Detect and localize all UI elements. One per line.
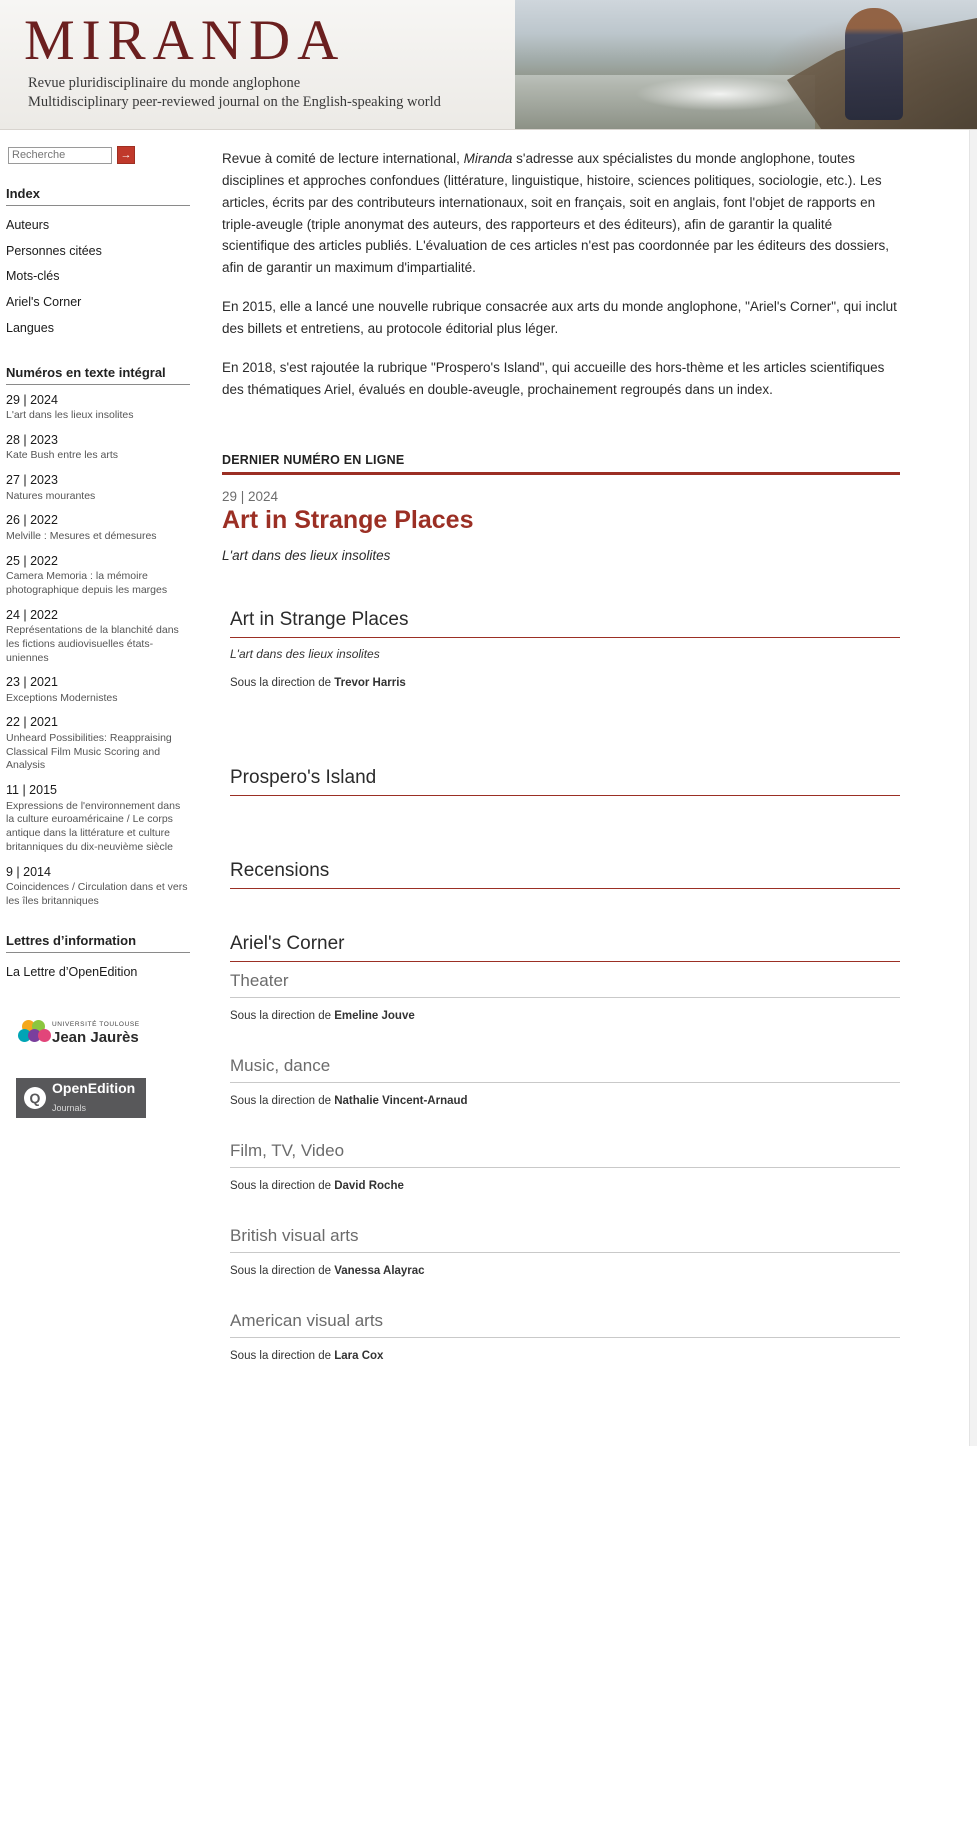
spacer xyxy=(222,733,900,767)
site-title: MIRANDA xyxy=(24,9,346,72)
list-item[interactable] xyxy=(6,432,190,463)
issue-title: Natures mourantes xyxy=(6,489,96,502)
openedition-journals-logo[interactable] xyxy=(16,1078,146,1118)
search-input[interactable] xyxy=(8,147,112,164)
director-name: Trevor Harris xyxy=(334,677,406,690)
artwork-foam xyxy=(635,77,805,111)
director-name: Emeline Jouve xyxy=(334,1010,415,1023)
list-item[interactable] xyxy=(6,553,190,598)
section-recensions xyxy=(230,860,900,889)
section-art-in-strange-places xyxy=(230,609,900,689)
latest-issue-number: 29 | 2024 xyxy=(222,488,279,504)
sidebar-item-lettre-openedition[interactable]: La Lettre d’OpenEdition xyxy=(6,964,138,979)
director-prefix: Sous la direction de xyxy=(230,1265,335,1278)
section-subtitle: L'art dans des lieux insolites xyxy=(230,647,380,662)
section-heading[interactable]: Ariel's Corner xyxy=(230,933,900,962)
subsection-music-dance xyxy=(230,1056,900,1107)
issue-number: 11 | 2015 xyxy=(6,783,57,798)
site-header xyxy=(0,0,977,130)
issues-block xyxy=(6,365,190,909)
issue-title: Représentations de la blanchité dans les fictions audiovisuelles états-uniennes xyxy=(6,623,179,664)
universite-toulouse-logo[interactable] xyxy=(16,1020,144,1054)
director-prefix: Sous la direction de xyxy=(230,677,335,690)
page-body xyxy=(0,130,977,1446)
logo-ut-line1: UNIVERSITÉ TOULOUSE xyxy=(52,1020,140,1028)
artwork-figure xyxy=(845,8,903,120)
spacer xyxy=(222,840,900,860)
sidebar-item-langues[interactable]: Langues xyxy=(6,320,54,335)
director-name: Vanessa Alayrac xyxy=(334,1265,425,1278)
section-heading[interactable]: Recensions xyxy=(230,860,900,889)
subsection-theater xyxy=(230,971,900,1022)
subsection-heading[interactable]: British visual arts xyxy=(230,1226,900,1253)
director-prefix: Sous la direction de xyxy=(230,1350,335,1363)
subsection-director xyxy=(230,1265,900,1277)
search-form[interactable] xyxy=(8,146,190,164)
sidebar xyxy=(0,130,200,1158)
sidebar-item-auteurs[interactable]: Auteurs xyxy=(6,218,50,232)
issue-number: 25 | 2022 xyxy=(6,553,58,568)
sidebar-item-personnes-citees[interactable]: Personnes citées xyxy=(6,243,102,258)
sidebar-item-ariels-corner[interactable]: Ariel's Corner xyxy=(6,294,82,309)
issue-number: 9 | 2014 xyxy=(6,864,51,879)
latest-issue-label: DERNIER NUMÉRO EN LIGNE xyxy=(222,453,900,475)
site-subtitle-fr: Revue pluridisciplinaire du monde anglophone xyxy=(28,74,301,91)
section-heading[interactable]: Art in Strange Places xyxy=(230,609,900,638)
header-artwork xyxy=(515,0,977,129)
list-item[interactable] xyxy=(6,674,190,705)
list-item[interactable] xyxy=(6,714,190,773)
subsection-director xyxy=(230,1350,900,1362)
intro-paragraph-2: En 2015, elle a lancé une nouvelle rubrique consacrée aux arts du monde anglophone, "Ariel's Corner", qui inclut des billets et entretiens, au protocole éditorial plus léger. xyxy=(222,299,897,337)
list-item[interactable] xyxy=(6,512,190,543)
issue-number: 29 | 2024 xyxy=(6,393,58,408)
list-item[interactable] xyxy=(6,782,190,855)
openedition-mark-icon: Q xyxy=(24,1087,46,1109)
issue-title: Expressions de l'environnement dans la culture euroaméricaine / Le corps antique dans la littérature et culture britanniques du dix-neuvième siècle xyxy=(6,799,181,854)
subsection-heading[interactable]: Music, dance xyxy=(230,1056,900,1083)
issue-title: L'art dans les lieux insolites xyxy=(6,409,134,422)
issue-title: Camera Memoria : la mémoire photographique depuis les marges xyxy=(6,569,168,596)
issue-number: 28 | 2023 xyxy=(6,433,58,448)
list-item[interactable] xyxy=(6,472,190,503)
subsection-director xyxy=(230,1095,900,1107)
subsection-director xyxy=(230,1010,900,1022)
issue-number: 24 | 2022 xyxy=(6,607,58,622)
logo-ut-line2: Jean Jaurès xyxy=(52,1028,139,1046)
index-heading: Index xyxy=(6,186,190,206)
issue-title: Unheard Possibilities: Reappraising Classical Film Music Scoring and Analysis xyxy=(6,731,172,772)
director-name: David Roche xyxy=(334,1180,404,1193)
section-prosperos-island xyxy=(230,767,900,796)
director-name: Lara Cox xyxy=(334,1350,384,1363)
sidebar-logos xyxy=(6,1020,190,1118)
list-item[interactable] xyxy=(6,864,190,909)
subsection-heading[interactable]: American visual arts xyxy=(230,1311,900,1338)
issue-title: Coincidences / Circulation dans et vers les îles britanniques xyxy=(6,881,188,908)
issue-title: Kate Bush entre les arts xyxy=(6,449,119,462)
issue-number: 23 | 2021 xyxy=(6,675,58,690)
issues-heading: Numéros en texte intégral xyxy=(6,365,190,385)
list-item[interactable] xyxy=(6,392,190,423)
director-prefix: Sous la direction de xyxy=(230,1095,335,1108)
latest-issue-title-link[interactable]: Art in Strange Places xyxy=(222,505,474,534)
issue-number: 27 | 2023 xyxy=(6,473,58,488)
sidebar-item-mots-cles[interactable]: Mots-clés xyxy=(6,269,60,284)
logo-petal-icon xyxy=(38,1029,51,1042)
section-ariels-corner xyxy=(230,933,900,1362)
spacer xyxy=(222,589,900,609)
issue-title: Exceptions Modernistes xyxy=(6,691,118,704)
subsection-heading[interactable]: Film, TV, Video xyxy=(230,1141,900,1168)
journal-presentation xyxy=(222,148,900,401)
director-prefix: Sous la direction de xyxy=(230,1180,335,1193)
issue-number: 26 | 2022 xyxy=(6,513,58,528)
intro-paragraph-3: En 2018, s'est rajoutée la rubrique "Prospero's Island", qui accueille des hors-thème et les articles scientifiques des thématiques Ariel, évalués en double-aveugle, prochainement regroupés dans un index. xyxy=(222,359,885,397)
scrollbar-track[interactable] xyxy=(969,130,977,1446)
director-prefix: Sous la direction de xyxy=(230,1010,335,1023)
latest-issue-subtitle: L'art dans des lieux insolites xyxy=(222,548,391,564)
subsection-director xyxy=(230,1180,900,1192)
search-submit-button[interactable]: → xyxy=(117,146,135,164)
issue-title: Melville : Mesures et démesures xyxy=(6,529,157,542)
openedition-subname: Journals xyxy=(52,1102,87,1113)
index-block xyxy=(6,186,190,341)
openedition-name: OpenEdition xyxy=(52,1079,136,1096)
masthead[interactable] xyxy=(24,8,514,113)
newsletter-block xyxy=(6,933,190,986)
list-item[interactable] xyxy=(6,607,190,666)
newsletter-heading: Lettres d’information xyxy=(6,933,190,953)
subsection-british-visual-arts xyxy=(230,1226,900,1277)
site-subtitle-en: Multidisciplinary peer-reviewed journal on the English-speaking world xyxy=(28,94,441,111)
subsection-heading[interactable]: Theater xyxy=(230,971,900,998)
intro-paragraph-1: Revue à comité de lecture international, Miranda s'adresse aux spécialistes du monde anglophone, toutes disciplines et approches confondues (littérature, linguistique, histoire, sciences politiques, sociologie, etc.). Les articles, écrits par des contributeurs internationaux, soit en français, soit en anglais, font l'objet de rapports en triple-aveugle (triple anonymat des auteurs, des rapporteurs et des éditeurs), afin de garantir la qualité scientifique des articles publiés. L'évaluation de ces articles n'est pas coordonnée par les éditeurs des dossiers, afin de garantir un maximum d'impartialité. xyxy=(222,151,890,276)
section-director xyxy=(230,677,900,689)
issue-number: 22 | 2021 xyxy=(6,715,58,730)
main-content xyxy=(200,130,940,1446)
director-name: Nathalie Vincent-Arnaud xyxy=(334,1095,468,1108)
section-heading[interactable]: Prospero's Island xyxy=(230,767,900,796)
subsection-american-visual-arts xyxy=(230,1311,900,1362)
subsection-film-tv-video xyxy=(230,1141,900,1192)
